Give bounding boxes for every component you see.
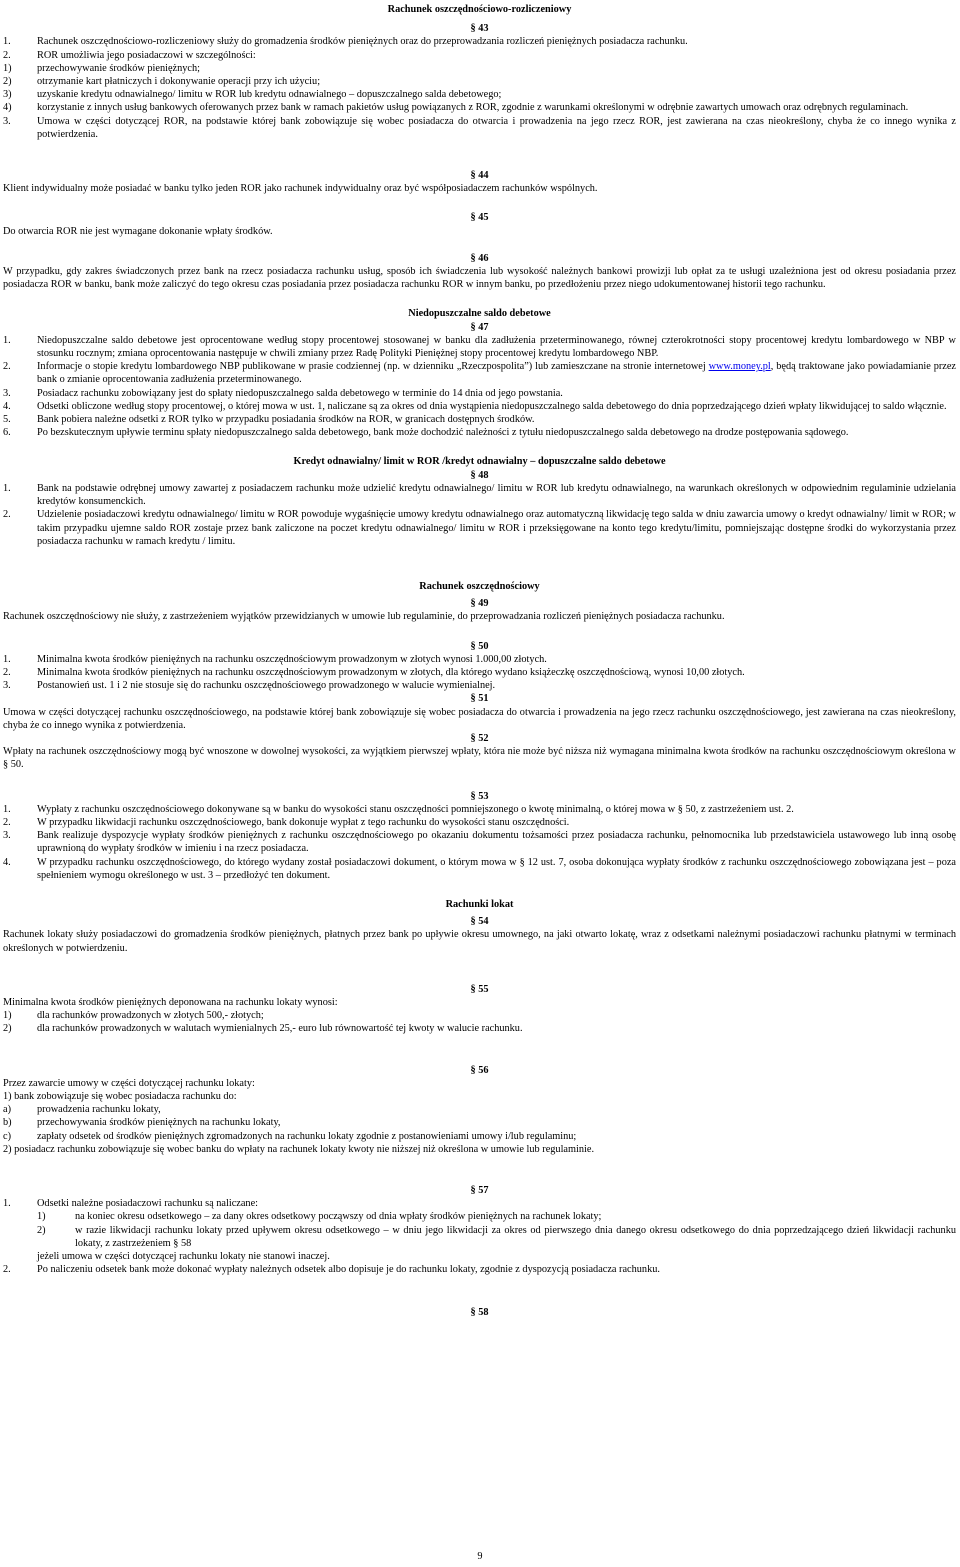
section-47-item-6: 6. Po bezskutecznym upływie terminu spłaty niedopuszczalnego salda debetowego, bank może dochodzić należności z tytułu niedopuszczalnego salda debetowego na drodze postępowania sądowego. — [3, 427, 849, 439]
section-46-number: § 46 — [470, 252, 489, 264]
section-50-item-2: 2. Minimalna kwota środków pieniężnych na rachunku oszczędnościowym prowadzonym w złotych, dla którego wydano książeczkę oszczędnościową, wynosi 10,00 złotych. — [3, 666, 745, 678]
section-55-subitem-1: 1) dla rachunków prowadzonych w złotych 500,- złotych; — [3, 1010, 264, 1022]
section-56-subitem-c: c) zapłaty odsetek od środków pieniężnych zgromadzonych na rachunku lokaty zgodnie z postanowieniami umowy i/lub regulaminu; — [3, 1130, 577, 1142]
section-43-item-3: 3. Umowa w części dotyczącej ROR, na podstawie której bank zobowiązuje się wobec posiadacza do otwarcia i prowadzenia na jego rzecz ROR, jest zawierana na czas nieokreślony, chyba że co innego wynika z potwierdzenia. — [3, 115, 956, 140]
section-47-item-4: 4. Odsetki obliczone według stopy procentowej, o której mowa w ust. 1, naliczane są za okres od dnia wystąpienia niedopuszczalnego salda debetowego do dnia poprzedzającego dzień wpłaty likwidującej to saldo włącznie. — [3, 400, 947, 412]
section-48-item-1: 1. Bank na podstawie odrębnej umowy zawartej z posiadaczem rachunku może udzielić kredytu odnawialnego/ limitu w ROR lub kredytu odnawialnego, na warunkach określonych w odpowiednim regulaminie udzielania kredytów konsumenckich. — [3, 482, 956, 508]
section-58-number: § 58 — [470, 1307, 489, 1319]
heading-debit-balance: Niedopuszczalne saldo debetowe — [408, 308, 551, 320]
section-56-subitem-b: b) przechowywania środków pieniężnych na rachunku lokaty, — [3, 1117, 281, 1129]
section-45-text: Do otwarcia ROR nie jest wymagane dokonanie wpłaty środków. — [3, 225, 273, 237]
section-44-number: § 44 — [470, 170, 489, 182]
section-43-subitem-3: 3) uzyskanie kredytu odnawialnego/ limitu w ROR lub kredytu odnawialnego – dopuszczalnego salda debetowego; — [3, 89, 502, 101]
section-56-point-2: 2) posiadacz rachunku zobowiązuje się wobec banku do wpłaty na rachunek lokaty kwoty nie niższej niż określona w umowie lub regulaminie. — [3, 1143, 595, 1155]
section-51-text: Umowa w części dotyczącej rachunku oszczędnościowego, na podstawie której bank zobowiązuje się wobec posiadacza do otwarcia i prowadzenia na jego rzecz rachunku oszczędnościowego, jest zawierana na czas nieokreślony, chyba że co innego wynika z potwierdzenia. — [3, 706, 956, 731]
section-47-item-1: 1. Niedopuszczalne saldo debetowe jest oprocentowane według stopy procentowej stosowanej w banku dla zadłużenia przeterminowanego, równej czterokrotności stopy procentowej kredytu lombardowego w NBP w stosunku rocznym; zmiana oprocentowania następuje w chwili zmiany przez Radę Polityki Pieniężnej stopy procentowej kredytu lombardowego NBP. — [3, 334, 956, 360]
section-55-intro: Minimalna kwota środków pieniężnych deponowana na rachunku lokaty wynosi: — [3, 996, 338, 1008]
section-53-item-2: 2. W przypadku likwidacji rachunku oszczędnościowego, bank dokonuje wypłat z tego rachunku do wysokości stanu oszczędności. — [3, 816, 570, 828]
money-pl-link[interactable]: www.money.pl — [708, 361, 771, 373]
section-56-number: § 56 — [470, 1064, 489, 1076]
section-56-point-1: 1) bank zobowiązuje się wobec posiadacza rachunku do: — [3, 1091, 237, 1102]
document-title: Rachunek oszczędnościowo-rozliczeniowy — [387, 4, 572, 15]
section-50-item-1: 1. Minimalna kwota środków pieniężnych na rachunku oszczędnościowym prowadzonym w złotych wynosi 1.000,00 złotych. — [3, 653, 547, 665]
section-48-number: § 48 — [470, 469, 489, 481]
section-57-number: § 57 — [470, 1185, 489, 1197]
section-53-item-4: 4. W przypadku rachunku oszczędnościowego, do którego wydany został posiadaczowi dokument, o którym mowa w § 12 ust. 7, osoba dokonująca wypłaty środków z rachunku oszczędnościowego zobowiązana jest – poza spełnieniem wymogu określonego w ust. 3 – przedłożyć ten dokument. — [3, 856, 956, 881]
section-53-item-1: 1. Wypłaty z rachunku oszczędnościowego dokonywane są w banku do wysokości stanu oszczędności pomniejszonego o kwotę minimalną, o której mowa w § 50, z zastrzeżeniem ust. 2. — [3, 803, 794, 815]
section-47-item-5: 5. Bank pobiera należne odsetki z ROR tylko w przypadku posiadania środków na ROR, w granicach dostępnych środków. — [3, 414, 535, 426]
section-43-item-2: 2. ROR umożliwia jego posiadaczowi w szczególności: — [3, 49, 256, 61]
section-49-number: § 49 — [470, 598, 489, 610]
section-46-text: W przypadku, gdy zakres świadczonych przez bank na rzecz posiadacza rachunku usług, sposób ich świadczenia lub wysokość należnych bankowi prowizji lub opłat za te usługi uzależniona jest od okresu posiadania przez posiadacza ROR w banku, bank może zaliczyć do tego okresu czas posiadania przez posiadacza rachunku ROR w innym banku, po przedłożeniu przez niego udokumentowanej historii tego rachunku. — [3, 266, 956, 291]
heading-revolving-credit: Kredyt odnawialny/ limit w ROR /kredyt odnawialny – dopuszczalne saldo debetowe — [293, 456, 666, 468]
heading-savings-account: Rachunek oszczędnościowy — [419, 580, 540, 592]
section-45-number: § 45 — [470, 212, 489, 224]
section-53-item-3: 3. Bank realizuje dyspozycje wypłaty środków pieniężnych z rachunku oszczędnościowego po okazaniu dokumentu tożsamości przez posiadacza rachunku, pełnomocnika lub przedstawiciela ustawowego lub inną osobę uprawnioną do wypłaty środków w imieniu i na rzecz posiadacza. — [3, 830, 956, 855]
section-43-subitem-1: 1) przechowywanie środków pieniężnych; — [3, 62, 200, 74]
section-55-subitem-2: 2) dla rachunków prowadzonych w walutach wymienialnych 25,- euro lub równowartość tej kwoty w walucie rachunku. — [3, 1023, 523, 1035]
section-51-number: § 51 — [470, 693, 489, 705]
section-53-number: § 53 — [470, 790, 489, 802]
section-57-item-1: 1. Odsetki należne posiadaczowi rachunku są naliczane: — [3, 1198, 259, 1210]
section-43-number: § 43 — [470, 23, 489, 35]
section-47-number: § 47 — [470, 321, 489, 333]
section-57-item-2: 2. Po naliczeniu odsetek bank może dokonać wypłaty należnych odsetek albo dopisuje je do rachunku lokaty, zgodnie z dyspozycją posiadacza rachunku. — [3, 1264, 660, 1276]
section-56-subitem-a: a) prowadzenia rachunku lokaty, — [3, 1104, 161, 1116]
section-43-subitem-4: 4) korzystanie z innych usług bankowych oferowanych przez bank w ramach pakietów usług powiązanych z ROR, zgodnie z warunkami określonymi w odrębnie zawartych umowach oraz odrębnych regulaminach. — [3, 102, 909, 114]
section-52-text: Wpłaty na rachunek oszczędnościowy mogą być wnoszone w dowolnej wysokości, za wyjątkiem pierwszej wpłaty, która nie może być niższa niż wymagana minimalna kwota środków na rachunku oszczędnościowym określona w § 50. — [3, 746, 956, 771]
document-body — [3, 0, 956, 1320]
section-55-number: § 55 — [470, 983, 489, 995]
section-57-continuation: jeżeli umowa w części dotyczącej rachunku lokaty nie stanowi inaczej. — [37, 1251, 330, 1263]
section-44-text: Klient indywidualny może posiadać w banku tylko jeden ROR jako rachunek indywidualny oraz być współposiadaczem rachunków wspólnych. — [3, 183, 598, 195]
section-43-item-1: 1. Rachunek oszczędnościowo-rozliczeniowy służy do gromadzenia środków pieniężnych oraz do przeprowadzania rozliczeń pieniężnych posiadacza rachunku. — [3, 36, 688, 48]
section-48-item-2: 2. Udzielenie posiadaczowi kredytu odnawialnego/ limitu w ROR powoduje wygaśnięcie umowy kredytu odnawialnego oraz automatyczną likwidację tego salda w dniu zawarcia umowy o kredyt odnawialny/ limit w ROR; w takim przypadku ujemne saldo ROR zostaje przez bank zaliczone na poczet kredytu odnawialnego/ limitu w ROR i przeksięgowane na konto tego kredytu/limitu, pomniejszając dostępne środki do wykorzystania przez posiadacza rachunku w ramach kredytu / limitu. — [3, 509, 956, 547]
section-57-subitem-2: 2) w razie likwidacji rachunku lokaty przed upływem okresu odsetkowego – w dniu jego likwidacji za okres od pierwszego dnia danego okresu odsetkowego do dnia poprzedzającego dzień likwidacji rachunku lokaty, z zastrzeżeniem § 58 — [37, 1224, 956, 1249]
section-47-item-2: 2. Informacje o stopie kredytu lombardowego NBP publikowane w prasie codziennej (np. w dzienniku „Rzeczpospolita”) lub zamieszczane na stronie internetowej www.money.pl, będą traktowane jako powiadamianie przez bank o zmianie oprocentowania zadłużenia przeterminowanego. — [3, 361, 956, 386]
section-43-subitem-2: 2) otrzymanie kart płatniczych i dokonywanie operacji przy ich użyciu; — [3, 76, 321, 88]
section-49-text: Rachunek oszczędnościowy nie służy, z zastrzeżeniem wyjątków przewidzianych w umowie lub regulaminie, do przeprowadzania rozliczeń pieniężnych posiadacza rachunku. — [3, 611, 725, 623]
section-54-number: § 54 — [470, 916, 489, 928]
section-56-intro: Przez zawarcie umowy w części dotyczącej rachunku lokaty: — [3, 1077, 255, 1089]
heading-deposit-accounts: Rachunki lokat — [445, 898, 514, 910]
section-50-number: § 50 — [470, 640, 489, 652]
section-50-item-3: 3. Postanowień ust. 1 i 2 nie stosuje się do rachunku oszczędnościowego prowadzonego w walucie wymienialnej. — [3, 680, 496, 692]
page-number: 9 — [477, 1551, 483, 1562]
section-52-number: § 52 — [470, 732, 489, 744]
section-54-text: Rachunek lokaty służy posiadaczowi do gromadzenia środków pieniężnych, płatnych przez bank po upływie okresu umownego, na jaki otwarto lokatę, wraz z odsetkami należnymi posiadaczowi rachunku płatnymi w terminach określonych w potwierdzeniu. — [3, 929, 956, 954]
section-57-subitem-1: 1) na koniec okresu odsetkowego – za dany okres odsetkowy począwszy od dnia wpłaty środków pieniężnych na rachunek lokaty; — [37, 1211, 602, 1223]
section-47-item-3: 3. Posiadacz rachunku zobowiązany jest do spłaty niedopuszczalnego salda debetowego w terminie do 14 dnia od jego powstania. — [3, 387, 563, 399]
